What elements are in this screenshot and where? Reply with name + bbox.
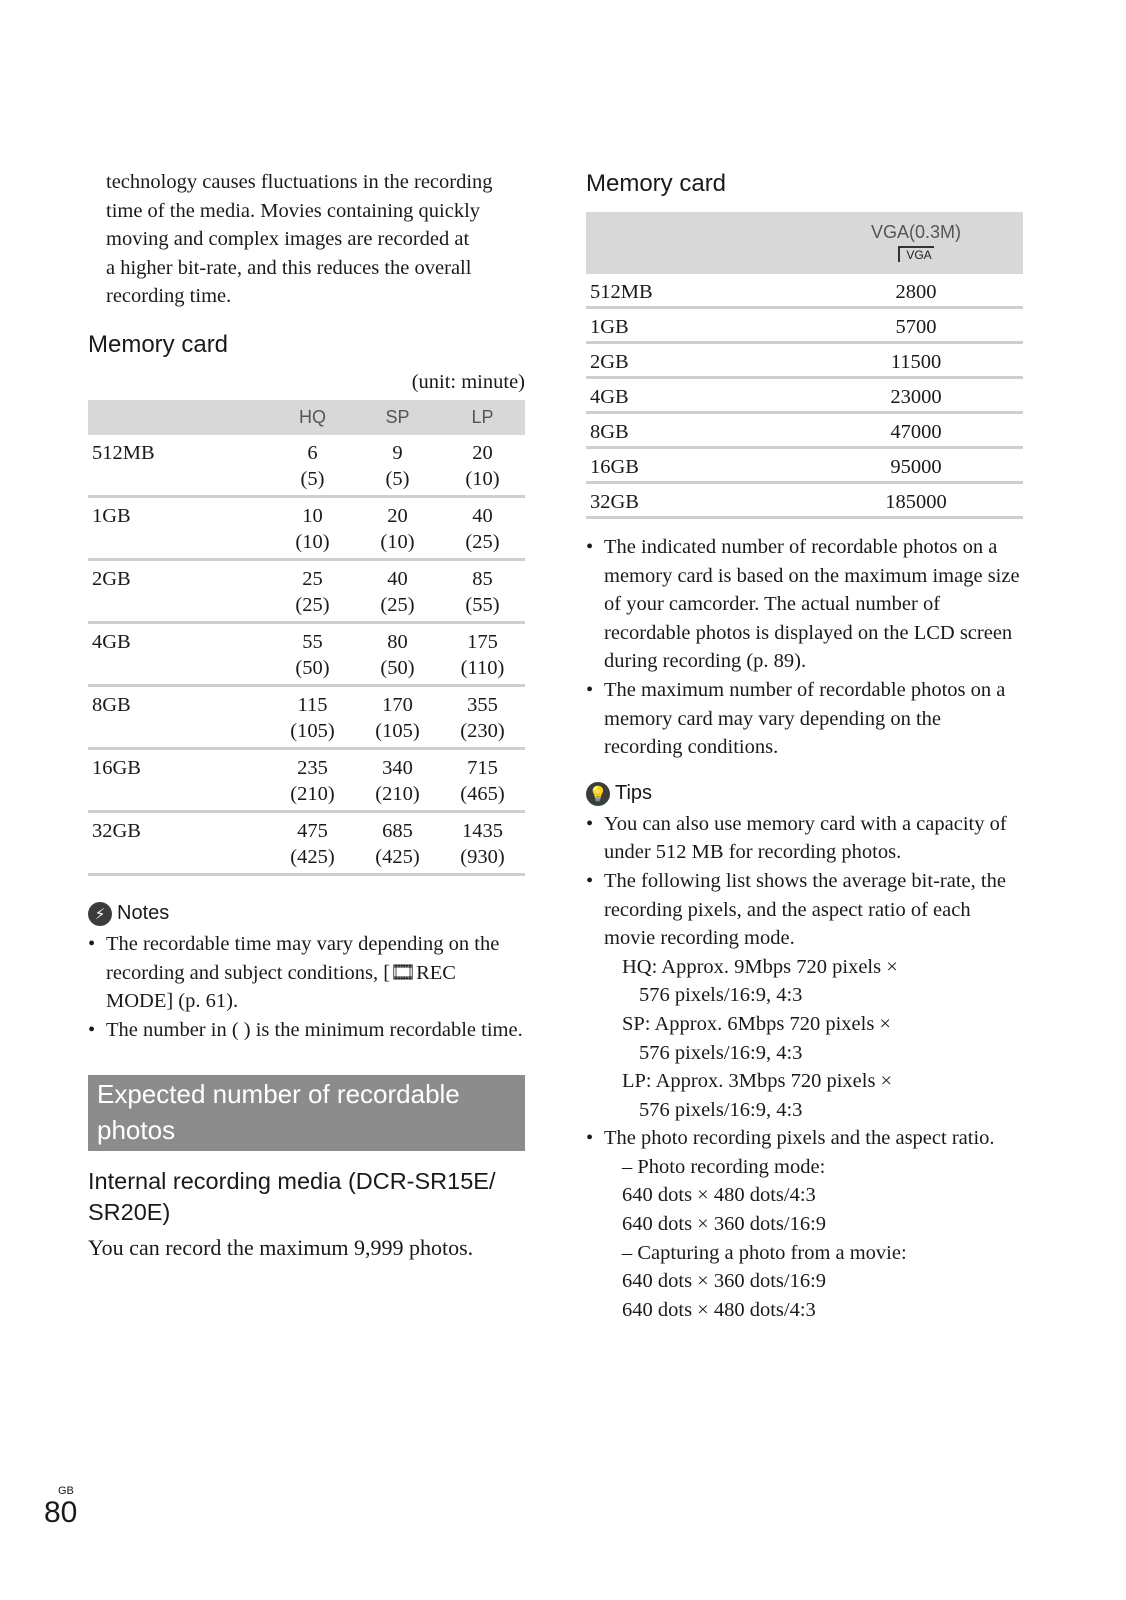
value-cell: 23000 (809, 378, 1023, 413)
list-item: • You can also use memory card with a capacity of under 512 MB for recording photos. (586, 810, 1023, 867)
list-item: • The maximum number of recordable photos on a memory card may vary depending on the recording conditions. (586, 676, 1023, 762)
value-cell: 2800 (809, 274, 1023, 308)
row-label: 4GB (88, 622, 270, 685)
row-label: 1GB (88, 496, 270, 559)
table-row (586, 308, 1023, 343)
row-label: 512MB (586, 274, 809, 308)
section-subheading: Internal recording media (DCR-SR15E/ SR20E) (88, 1168, 496, 1226)
value-cell: 95000 (809, 448, 1023, 483)
table-header-row (586, 212, 1023, 274)
sp-cell: 685 (425) (355, 811, 440, 874)
table-row (586, 483, 1023, 518)
hq-cell: 235 (210) (270, 748, 355, 811)
lp-cell: 175 (110) (440, 622, 525, 685)
row-label: 32GB (88, 811, 270, 874)
section-body: You can record the maximum 9,999 photos. (88, 1235, 474, 1261)
mode-line: 576 pixels/16:9, 4:3 (639, 984, 803, 1007)
capture-line: 640 dots × 480 dots/4:3 (622, 1298, 816, 1321)
intro-line: a higher bit-rate, and this reduces the overall (106, 256, 472, 279)
hq-cell: 6 (5) (270, 435, 355, 497)
recording-time-table (88, 400, 525, 876)
page-number-value: 80 (44, 1496, 78, 1529)
table-row (88, 748, 525, 811)
row-label: 16GB (586, 448, 809, 483)
row-label: 32GB (586, 483, 809, 518)
row-label: 2GB (88, 559, 270, 622)
capture-line: 640 dots × 360 dots/16:9 (622, 1270, 827, 1293)
table-row (88, 496, 525, 559)
vga-icon: VGA (898, 246, 933, 262)
list-item: • The recordable time may vary depending on the recording and subject conditions, [🎞REC MODE] (p. 61). (88, 930, 525, 1016)
notes-title: Notes (117, 902, 170, 925)
table-row (586, 413, 1023, 448)
hq-cell: 10 (10) (270, 496, 355, 559)
value-cell: 47000 (809, 413, 1023, 448)
hq-cell: 25 (25) (270, 559, 355, 622)
header-sp: SP (355, 400, 440, 435)
mode-line: LP: Approx. 3Mbps 720 pixels × (622, 1070, 893, 1093)
header-lp: LP (440, 400, 525, 435)
row-label: 512MB (88, 435, 270, 497)
table-row (586, 274, 1023, 308)
memory-card-heading: Memory card (586, 170, 727, 197)
sp-cell: 40 (25) (355, 559, 440, 622)
photo-notes-list (586, 533, 1023, 762)
intro-line: moving and complex images are recorded at (106, 228, 470, 251)
list-item: • The indicated number of recordable photos on a memory card is based on the maximum image size of your camcorder. The actual number of recordable photos is displayed on the LCD screen during recording (p. 89). (586, 533, 1023, 676)
list-item: • The photo recording pixels and the aspect ratio. – Photo recording mode: 640 dots × 480 dots/4:3 640 dots × 360 dots/16:9 – Capturing a photo from a movie: 640 dots × 360 dots/16:9 640 dots × 480 dots/4:3 (586, 1124, 1023, 1324)
hq-cell: 115 (105) (270, 685, 355, 748)
lp-cell: 85 (55) (440, 559, 525, 622)
table-row (88, 685, 525, 748)
header-empty (88, 400, 270, 435)
mode-line: 576 pixels/16:9, 4:3 (639, 1098, 803, 1121)
lp-cell: 40 (25) (440, 496, 525, 559)
tips-heading (586, 782, 1023, 806)
value-cell: 11500 (809, 343, 1023, 378)
table-row (88, 435, 525, 497)
table-row (586, 378, 1023, 413)
tips-title: Tips (615, 782, 653, 805)
memory-card-heading: Memory card (88, 330, 229, 358)
intro-line: recording time. (106, 285, 232, 308)
hq-cell: 55 (50) (270, 622, 355, 685)
intro-line: technology causes fluctuations in the recording (106, 171, 493, 193)
mode-line: SP: Approx. 6Mbps 720 pixels × (622, 1012, 891, 1035)
table-row (88, 622, 525, 685)
row-label: 16GB (88, 748, 270, 811)
table-row (88, 559, 525, 622)
sp-cell: 80 (50) (355, 622, 440, 685)
list-item: • The following list shows the average bit-rate, the recording pixels, and the aspect ratio of each movie recording mode. HQ: Approx. 9Mbps 720 pixels × 576 pixels/16:9, 4:3 SP: Approx. 6Mbps 720 pixels × 576 pixels/16:9, 4:3 LP: Approx. 3Mbps 720 pixels × 576 pixels/16:9, 4:3 (586, 867, 1023, 1124)
right-column (586, 168, 1023, 1324)
value-cell: 5700 (809, 308, 1023, 343)
vga-label: VGA(0.3M) (870, 222, 962, 242)
notes-heading (88, 902, 525, 926)
photo-mode-line: 640 dots × 360 dots/16:9 (622, 1213, 827, 1236)
intro-paragraph (106, 168, 525, 311)
tips-list (586, 810, 1023, 1325)
table-header-row (88, 400, 525, 435)
lp-cell: 715 (465) (440, 748, 525, 811)
header-hq: HQ (270, 400, 355, 435)
page-number (44, 1486, 77, 1529)
capture-label: – Capturing a photo from a movie: (622, 1241, 907, 1264)
lightbulb-icon: 💡 (586, 782, 610, 806)
table-row (88, 811, 525, 874)
header-empty (586, 212, 809, 274)
value-cell: 185000 (809, 483, 1023, 518)
film-icon: 🎞 (390, 961, 417, 984)
intro-line: time of the media. Movies containing quickly (106, 199, 481, 222)
row-label: 4GB (586, 378, 809, 413)
row-label: 1GB (586, 308, 809, 343)
lp-cell: 20 (10) (440, 435, 525, 497)
row-label: 2GB (586, 343, 809, 378)
left-column (88, 168, 525, 1263)
sp-cell: 20 (10) (355, 496, 440, 559)
photo-mode-label: – Photo recording mode: (622, 1155, 826, 1178)
header-vga (809, 212, 1023, 274)
table-row (586, 343, 1023, 378)
lp-cell: 1435 (930) (440, 811, 525, 874)
hq-cell: 475 (425) (270, 811, 355, 874)
sp-cell: 170 (105) (355, 685, 440, 748)
region-code: GB (58, 1485, 74, 1497)
notes-icon: ⚡ (88, 902, 112, 926)
mode-line: 576 pixels/16:9, 4:3 (639, 1041, 803, 1064)
row-label: 8GB (88, 685, 270, 748)
sp-cell: 340 (210) (355, 748, 440, 811)
notes-list (88, 930, 525, 1044)
lp-cell: 355 (230) (440, 685, 525, 748)
table-row (586, 448, 1023, 483)
photo-mode-line: 640 dots × 480 dots/4:3 (622, 1184, 816, 1207)
row-label: 8GB (586, 413, 809, 448)
list-item: • The number in ( ) is the minimum recordable time. (88, 1016, 525, 1045)
section-banner: Expected number of recordable photos (88, 1075, 525, 1151)
mode-line: HQ: Approx. 9Mbps 720 pixels × (622, 955, 898, 978)
sp-cell: 9 (5) (355, 435, 440, 497)
unit-label: (unit: minute) (411, 370, 525, 393)
photo-count-table (586, 212, 1023, 519)
